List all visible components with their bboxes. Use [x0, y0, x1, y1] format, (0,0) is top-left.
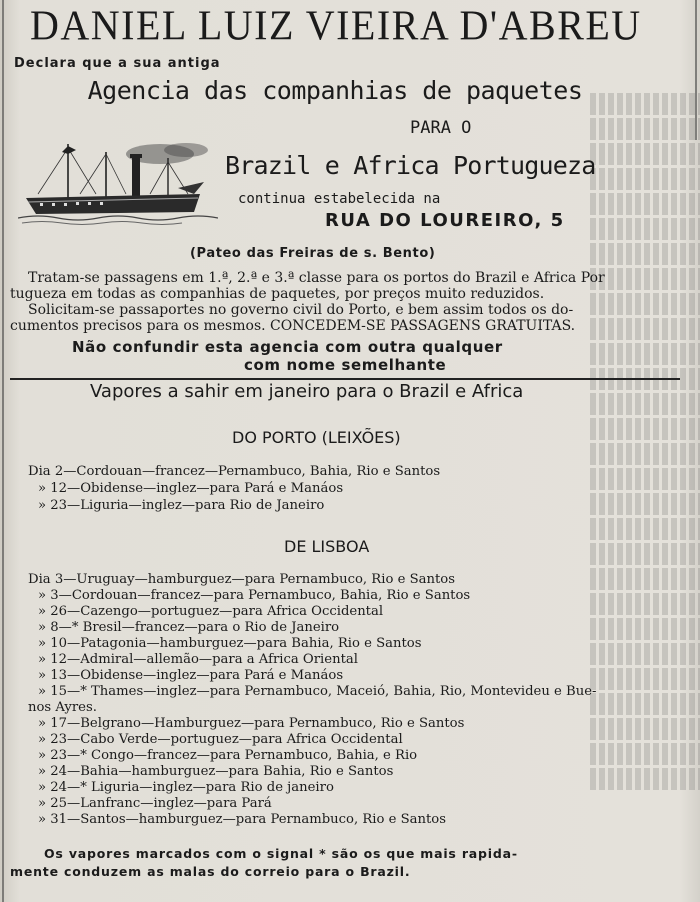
schedule-line: » 15—* Thames—inglez—para Pernambuco, Maceió, Bahia, Rio, Montevideu e Bue- — [38, 684, 597, 699]
address: RUA DO LOUREIRO, 5 — [325, 210, 565, 231]
porto-heading: DO PORTO (LEIXÕES) — [232, 428, 401, 447]
vapores-heading: Vapores a sahir em janeiro para o Brazil e Africa — [90, 381, 524, 402]
schedule-line: Dia 3—Uruguay—hamburguez—para Pernambuco, Rio e Santos — [28, 572, 455, 587]
paragraph-line: cumentos precisos para os mesmos. CONCEDEM-SE PASSAGENS GRATUITAS. — [10, 318, 576, 334]
schedule-line: » 24—* Liguria—inglez—para Rio de janeiro — [38, 780, 334, 795]
bleed-through-column — [590, 90, 700, 850]
schedule-line: » 23—Liguria—inglez—para Rio de Janeiro — [38, 498, 325, 513]
schedule-line: » 26—Cazengo—portuguez—para Africa Occidental — [38, 604, 384, 619]
para-o: PARA O — [410, 118, 472, 138]
footer-note: Os vapores marcados com o signal * são os que mais rapida- — [44, 846, 518, 861]
paragraph-line: Tratam-se passagens em 1.ª, 2.ª e 3.ª classe para os portos do Brazil e Africa Por — [28, 270, 605, 286]
continua-line: continua estabelecida na — [238, 191, 441, 207]
schedule-line: » 17—Belgrano—Hamburguez—para Pernambuco, Rio e Santos — [38, 716, 465, 731]
pateo-line: (Pateo das Freiras de s. Bento) — [190, 246, 436, 261]
schedule-line: » 23—Cabo Verde—portuguez—para Africa Occidental — [38, 732, 403, 747]
paragraph-line: Solicitam-se passaportes no governo civil do Porto, e bem assim todos os do- — [28, 302, 574, 318]
steamship-illustration — [18, 136, 218, 228]
agencia-heading: Agencia das companhias de paquetes — [87, 76, 583, 105]
schedule-line: » 24—Bahia—hamburguez—para Bahia, Rio e Santos — [38, 764, 394, 779]
brazil-africa-heading: Brazil e Africa Portugueza — [225, 151, 596, 180]
advertiser-name: DANIEL LUIZ VIEIRA D'ABREU — [30, 1, 642, 50]
lisboa-heading: DE LISBOA — [284, 537, 370, 556]
column-rule-left — [2, 0, 4, 902]
schedule-line: » 12—Admiral—allemão—para a Africa Oriental — [38, 652, 358, 667]
schedule-line: Dia 2—Cordouan—francez—Pernambuco, Bahia, Rio e Santos — [28, 464, 441, 479]
paragraph-line: tugueza em todas as companhias de paquetes, por preços muito reduzidos. — [10, 286, 545, 302]
warning-line: Não confundir esta agencia com outra qualquer — [72, 338, 503, 356]
declara-line: Declara que a sua antiga — [14, 56, 221, 71]
schedule-line: » 10—Patagonia—hamburguez—para Bahia, Rio e Santos — [38, 636, 422, 651]
footer-note: mente conduzem as malas do correio para o Brazil. — [10, 864, 411, 879]
schedule-line: » 23—* Congo—francez—para Pernambuco, Bahia, e Rio — [38, 748, 418, 763]
schedule-line: » 12—Obidense—inglez—para Pará e Manáos — [38, 481, 344, 496]
schedule-line: » 13—Obidense—inglez—para Pará e Manáos — [38, 668, 344, 683]
schedule-line: » 3—Cordouan—francez—para Pernambuco, Bahia, Rio e Santos — [38, 588, 471, 603]
schedule-line: nos Ayres. — [28, 700, 97, 715]
schedule-line: » 25—Lanfranc—inglez—para Pará — [38, 796, 272, 811]
warning-line: com nome semelhante — [244, 356, 447, 374]
schedule-line: » 8—* Bresil—francez—para o Rio de Janeiro — [38, 620, 340, 635]
schedule-line: » 31—Santos—hamburguez—para Pernambuco, Rio e Santos — [38, 812, 447, 827]
divider — [10, 378, 680, 380]
